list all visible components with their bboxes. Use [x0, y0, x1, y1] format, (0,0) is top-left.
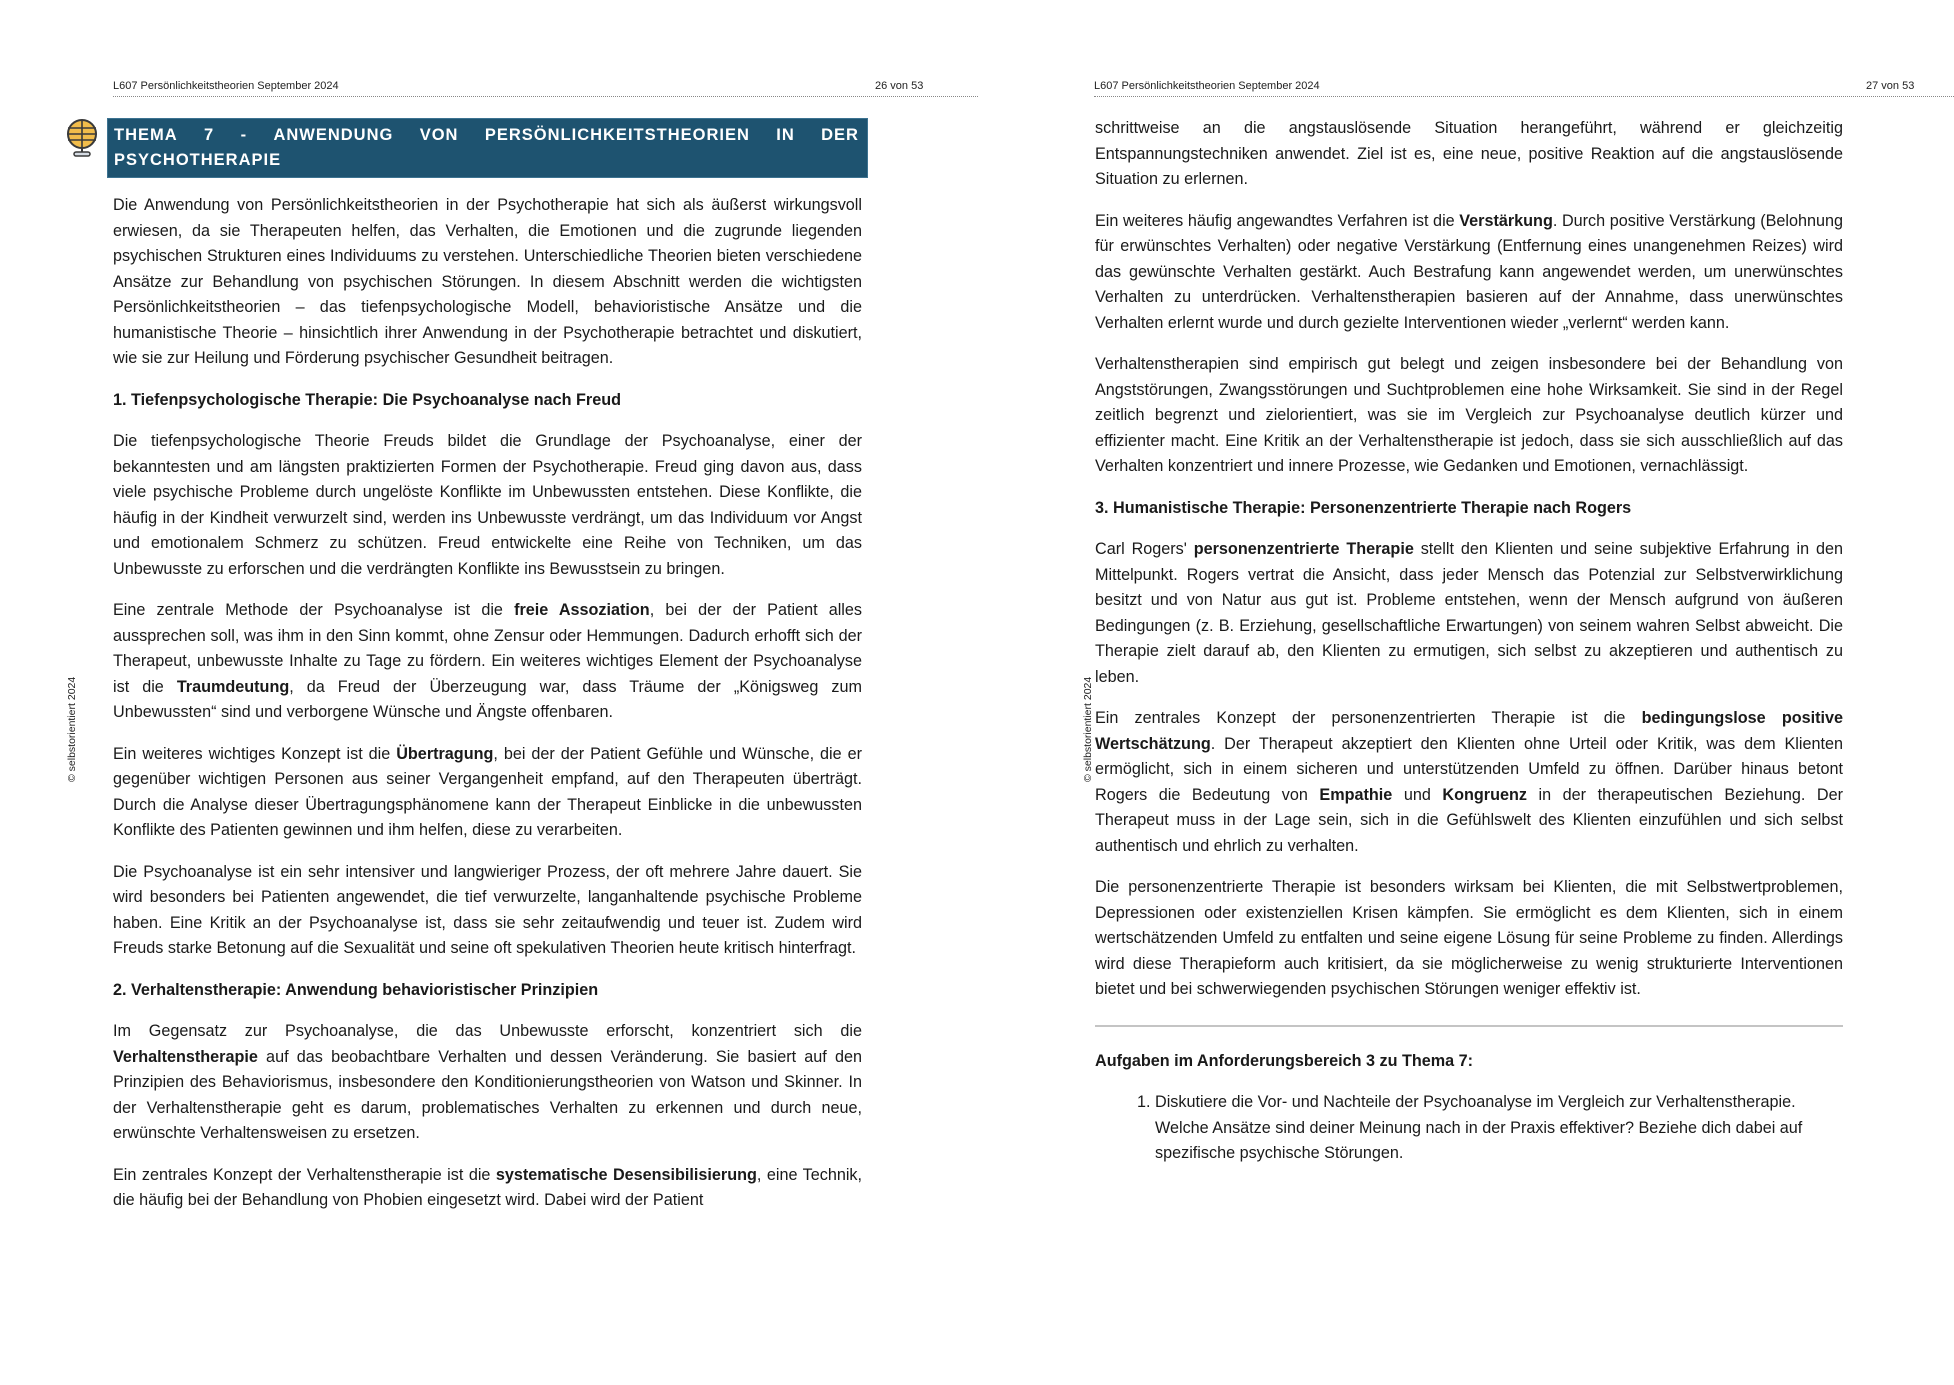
banner-word: VON: [419, 126, 459, 144]
paragraph: Verhaltenstherapien sind empirisch gut belegt und zeigen insbesondere bei der Behandlung von Angststörungen, Zwangsstörungen und Suchtproblemen eine hohe Wirksamkeit. Sie sind in der Regel zeitlich begrenzt und zielorientiert, was sie im Vergleich zur Psychoanalyse deutlich kürzer und effizienter macht. Eine Kritik an der Verhaltenstherapie ist jedoch, dass sie sich ausschließlich auf das Verhalten konzentriert und innere Prozesse, wie Gedanken und Emotionen, vernachlässigt.: [1095, 355, 1843, 475]
key-term: freie Assoziation: [514, 601, 650, 619]
header-title: L607 Persönlichkeitstheorien September 2024: [1094, 80, 1320, 92]
paragraph: Ein zentrales Konzept der personenzentrierten Therapie ist die bedingungslose positive Wertschätzung. Der Therapeut akzeptiert den Klienten ohne Urteil oder Kritik, was dem Klienten ermöglicht, sich in einem sicheren und unterstützenden Umfeld zu öffnen. Darüber hinaus betont Rogers die Bedeutung von Empathie und Kongruenz in der therapeutischen Beziehung. Der Therapeut muss in der Lage sein, sich in die Gefühlswelt des Klienten einzufühlen und sich selbst authentisch und ehrlich zu verhalten.: [1095, 709, 1844, 855]
section-divider: [1095, 1025, 1843, 1027]
page-header: [113, 78, 978, 97]
banner-word: IN: [776, 126, 795, 144]
paragraph: Ein weiteres wichtiges Konzept ist die Übertragung, bei der der Patient Gefühle und Wünsche, die er gegenüber wichtigen Personen aus seiner Vergangenheit empfand, auf den Therapeuten überträgt. Durch die Analyse dieser Übertragungsphänomene kann der Therapeut Einblicke in die unbewussten Konflikte des Patienten gewinnen und ihm helfen, diese zu verarbeiten.: [113, 744, 863, 839]
paragraph: Carl Rogers' personenzentrierte Therapie stellt den Klienten und seine subjektive Erfahrung in den Mittelpunkt. Rogers vertrat die Ansicht, dass jeder Mensch das Potenzial zur Selbstverwirklichung besitzt und von Natur aus gut ist. Probleme entstehen, wenn der Mensch aufgrund von äußeren Bedingungen (z. B. Erziehung, gesellschaftliche Erwartungen) von seinem wahren Selbst abweicht. Die Therapie zielt darauf ab, den Klienten zu ermutigen, sich selbst zu akzeptieren und authentisch zu leben.: [1095, 540, 1843, 686]
key-term: Traumdeutung: [176, 677, 290, 696]
banner-word: ANWENDUNG: [273, 126, 394, 144]
key-term: Kongruenz: [1442, 785, 1527, 804]
header-title: L607 Persönlichkeitstheorien September 2024: [113, 80, 339, 92]
banner-line-2: PSYCHOTHERAPIE: [114, 151, 282, 169]
page-27: [1040, 0, 1954, 1385]
paragraph: Die tiefenpsychologische Theorie Freuds bildet die Grundlage der Psychoanalyse, einer der bekanntesten und am längsten praktizierten Formen der Psychotherapie. Freud ging davon aus, dass viele psychische Probleme durch ungelöste Konflikte im Unbewussten entstehen. Diese Konflikte, die häufig in der Kindheit verwurzelt sind, werden ins Unbewusste verdrängt, um das Individuum vor Angst und emotionalem Schmerz zu schützen. Freud entwickelte eine Reihe von Techniken, um das Unbewusste zu erforschen und die verdrängten Konflikte ins Bewusstsein zu bringen.: [113, 432, 862, 578]
page-header: [1094, 78, 1954, 97]
paragraph: Die personenzentrierte Therapie ist besonders wirksam bei Klienten, die mit Selbstwertproblemen, Depressionen oder existenziellen Krisen kämpfen. Sie ermöglicht es dem Klienten, sich in einem wertschätzenden Umfeld zu entfalten und seine eigene Lösung für seine Probleme zu finden. Allerdings wird diese Therapieform auch kritisiert, da sie möglicherweise zu wenig strukturierte Interventionen bietet und bei schwerwiegenden psychischen Störungen weniger effektiv ist.: [1095, 878, 1843, 998]
key-term: Übertragung: [396, 744, 494, 763]
section-heading: 1. Tiefenpsychologische Therapie: Die Psychoanalyse nach Freud: [113, 390, 621, 409]
topic-banner: [107, 118, 868, 178]
section-heading: 2. Verhaltenstherapie: Anwendung behavioristischer Prinzipien: [113, 980, 599, 999]
page-number: 27 von 53: [1866, 80, 1915, 92]
page-body: [1095, 116, 1843, 1167]
banner-line-1: [114, 123, 859, 148]
key-term: Verhaltenstherapie: [113, 1047, 258, 1066]
globe-lamp-icon: [64, 118, 100, 158]
banner-word: THEMA: [114, 126, 178, 144]
key-term: personenzentrierte Therapie: [1193, 540, 1414, 558]
paragraph: Ein zentrales Konzept der Verhaltenstherapie ist die systematische Desensibilisierung, eine Technik, die häufig bei der Behandlung von Phobien eingesetzt wird. Dabei wird der Patient: [113, 1165, 863, 1209]
page-number: 26 von 53: [875, 80, 924, 92]
page-body: [113, 193, 862, 1230]
paragraph: Im Gegensatz zur Psychoanalyse, die das Unbewusste erforscht, konzentriert sich die Verhaltenstherapie auf das beobachtbare Verhalten und dessen Veränderung. Sie basiert auf den Prinzipien des Behaviorismus, insbesondere den Konditionierungstheorien von Watson und Skinner. In der Verhaltenstherapie geht es darum, problematisches Verhalten zu erkennen und durch neue, erwünschte Verhaltensweisen zu ersetzen.: [113, 1022, 862, 1142]
section-heading: 3. Humanistische Therapie: Personenzentrierte Therapie nach Rogers: [1095, 498, 1632, 517]
paragraph: Eine zentrale Methode der Psychoanalyse ist die freie Assoziation, bei der der Patient alles aussprechen soll, was ihm in den Sinn kommt, ohne Zensur oder Hemmungen. Dadurch erhofft sich der Therapeut, unbewusste Inhalte zu Tage zu fördern. Ein weiteres wichtiges Element der Psychoanalyse ist die Traumdeutung, da Freud der Überzeugung war, dass Träume der „Königsweg zum Unbewussten“ sind und verborgene Wünsche und Ängste offenbaren.: [113, 601, 863, 721]
key-term: Verstärkung: [1459, 211, 1553, 230]
key-term: bedingungslose positive Wertschätzung: [1095, 709, 1844, 753]
banner-word: PERSÖNLICHKEITSTHEORIEN: [484, 126, 750, 144]
task-item: 1. Diskutiere die Vor- und Nachteile der Psychoanalyse im Vergleich zur Verhaltenstherapie. Welche Ansätze sind deiner Meinung nach in der Praxis effektiver? Beziehe dich dabei auf spezifische psychische Störungen.: [1155, 1090, 1843, 1167]
paragraph: Ein weiteres häufig angewandtes Verfahren ist die Verstärkung. Durch positive Verstärkung (Belohnung für erwünschtes Verhalten) oder negative Verstärkung (Entfernung eines unangenehmen Reizes) wird das gewünschte Verhalten gestärkt. Auch Bestrafung kann angewendet werden, um unerwünschtes Verhalten zu unterdrücken. Verhaltenstherapien basieren auf der Annahme, dass unerwünschtes Verhalten erlernt wurde und durch gezielte Interventionen wieder „verlernt“ werden kann.: [1095, 211, 1843, 332]
paragraph: Die Psychoanalyse ist ein sehr intensiver und langwieriger Prozess, der oft mehrere Jahre dauert. Sie wird besonders bei Patienten angewendet, die tief verwurzelte, langanhaltende psychische Probleme haben. Eine Kritik an der Psychoanalyse ist, dass sie sehr zeitaufwendig und teuer ist. Zudem wird Freuds starke Betonung auf die Sexualität und seine oft spekulativen Theorien heute kritisch hinterfragt.: [113, 862, 862, 957]
banner-word: 7: [204, 126, 215, 144]
task-list: [1095, 1090, 1843, 1167]
banner-word: DER: [821, 126, 859, 144]
key-term: Empathie: [1319, 785, 1393, 804]
copyright-notice: © selbstorientiert 2024: [66, 676, 78, 782]
tasks-heading: Aufgaben im Anforderungsbereich 3 zu Thema 7:: [1095, 1051, 1474, 1070]
copyright-notice: © selbstorientiert 2024: [1082, 676, 1094, 782]
key-term: systematische Desensibilisierung: [495, 1165, 757, 1184]
banner-word: -: [240, 126, 248, 144]
intro-paragraph: Die Anwendung von Persönlichkeitstheorien in der Psychotherapie hat sich als äußerst wirkungsvoll erwiesen, da sie Therapeuten helfen, das Verhalten, die Emotionen und die zugrunde liegenden psychischen Strukturen eines Individuums zu verstehen. Unterschiedliche Theorien bieten verschiedene Ansätze zur Behandlung von psychischen Störungen. In diesem Abschnitt werden die wichtigsten Persönlichkeitstheorien – das tiefenpsychologische Modell, behavioristische Ansätze und die humanistische Theorie – hinsichtlich ihrer Anwendung in der Psychotherapie betrachtet und diskutiert, wie sie zur Heilung und Förderung psychischer Gesundheit beitragen.: [113, 196, 862, 367]
paragraph: schrittweise an die angstauslösende Situation herangeführt, während er gleichzeitig Entspannungstechniken anwendet. Ziel ist es, eine neue, positive Reaktion auf die angstauslösende Situation zu erlernen.: [1095, 119, 1843, 188]
